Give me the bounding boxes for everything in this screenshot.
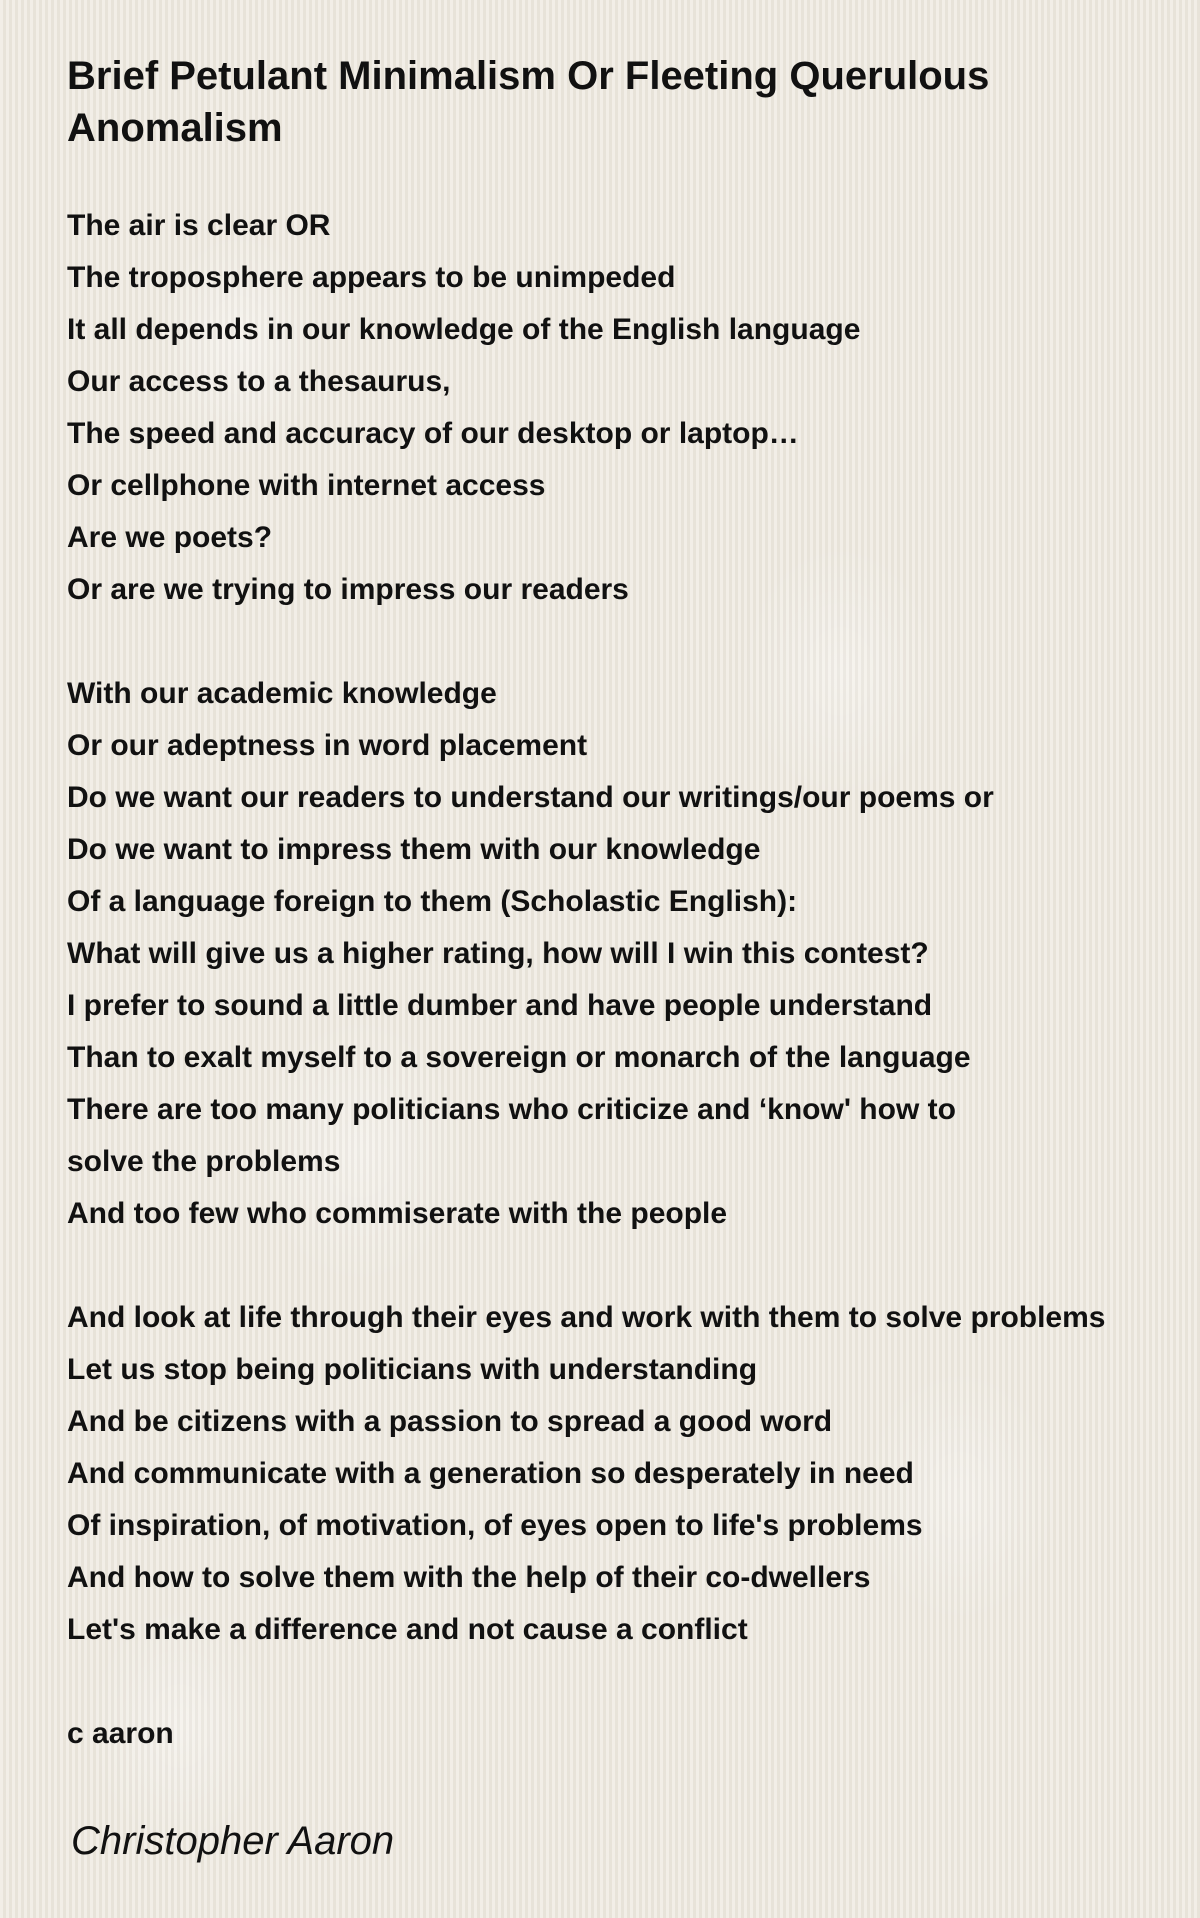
poem-body: [67, 200, 1192, 1760]
author-signature: Christopher Aaron: [71, 1819, 395, 1863]
poem-line: What will give us a higher rating, how will I win this contest?: [67, 937, 929, 970]
poem-line: Of inspiration, of motivation, of eyes open to life's problems: [67, 1509, 923, 1542]
poem-line: The troposphere appears to be unimpeded: [67, 261, 676, 294]
poem-line: And how to solve them with the help of their co-dwellers: [67, 1561, 871, 1594]
poem-line: With our academic knowledge: [67, 677, 497, 710]
poem-line: And too few who commiserate with the people: [67, 1197, 728, 1230]
stanza-4: [67, 1708, 1192, 1760]
poem-line: Let's make a difference and not cause a conflict: [67, 1613, 748, 1646]
poem-line: And communicate with a generation so desperately in need: [67, 1457, 914, 1490]
poem-line: It all depends in our knowledge of the English language: [67, 313, 861, 346]
poem-line: Or cellphone with internet access: [67, 469, 546, 502]
poem-line: The air is clear OR: [67, 209, 331, 242]
poem-line: Than to exalt myself to a sovereign or monarch of the language: [67, 1041, 971, 1074]
stanza-3: [67, 1292, 1192, 1656]
poem-line: Our access to a thesaurus,: [67, 365, 451, 398]
poem-line: solve the problems: [67, 1145, 341, 1178]
poem-line: I prefer to sound a little dumber and have people understand: [67, 989, 933, 1022]
poem-title: Brief Petulant Minimalism Or Fleeting Querulous Anomalism: [67, 54, 990, 150]
poem-line: Are we poets?: [67, 521, 273, 554]
poem-page: [67, 50, 1192, 1812]
poem-line: And be citizens with a passion to spread a good word: [67, 1405, 833, 1438]
poem-line: Let us stop being politicians with understanding: [67, 1353, 758, 1386]
poem-line: c aaron: [67, 1717, 174, 1750]
poem-line: There are too many politicians who criticize and ‘know' how to: [67, 1093, 956, 1126]
poem-line: Do we want to impress them with our knowledge: [67, 833, 761, 866]
stanza-2: [67, 668, 1192, 1240]
stanza-1: [67, 200, 1192, 616]
poem-line: The speed and accuracy of our desktop or laptop…: [67, 417, 799, 450]
poem-line: Or our adeptness in word placement: [67, 729, 588, 762]
poem-line: Do we want our readers to understand our writings/our poems or: [67, 781, 994, 814]
poem-line: Of a language foreign to them (Scholastic English):: [67, 885, 798, 918]
poem-line: And look at life through their eyes and work with them to solve problems: [67, 1301, 1106, 1334]
poem-line: Or are we trying to impress our readers: [67, 573, 629, 606]
